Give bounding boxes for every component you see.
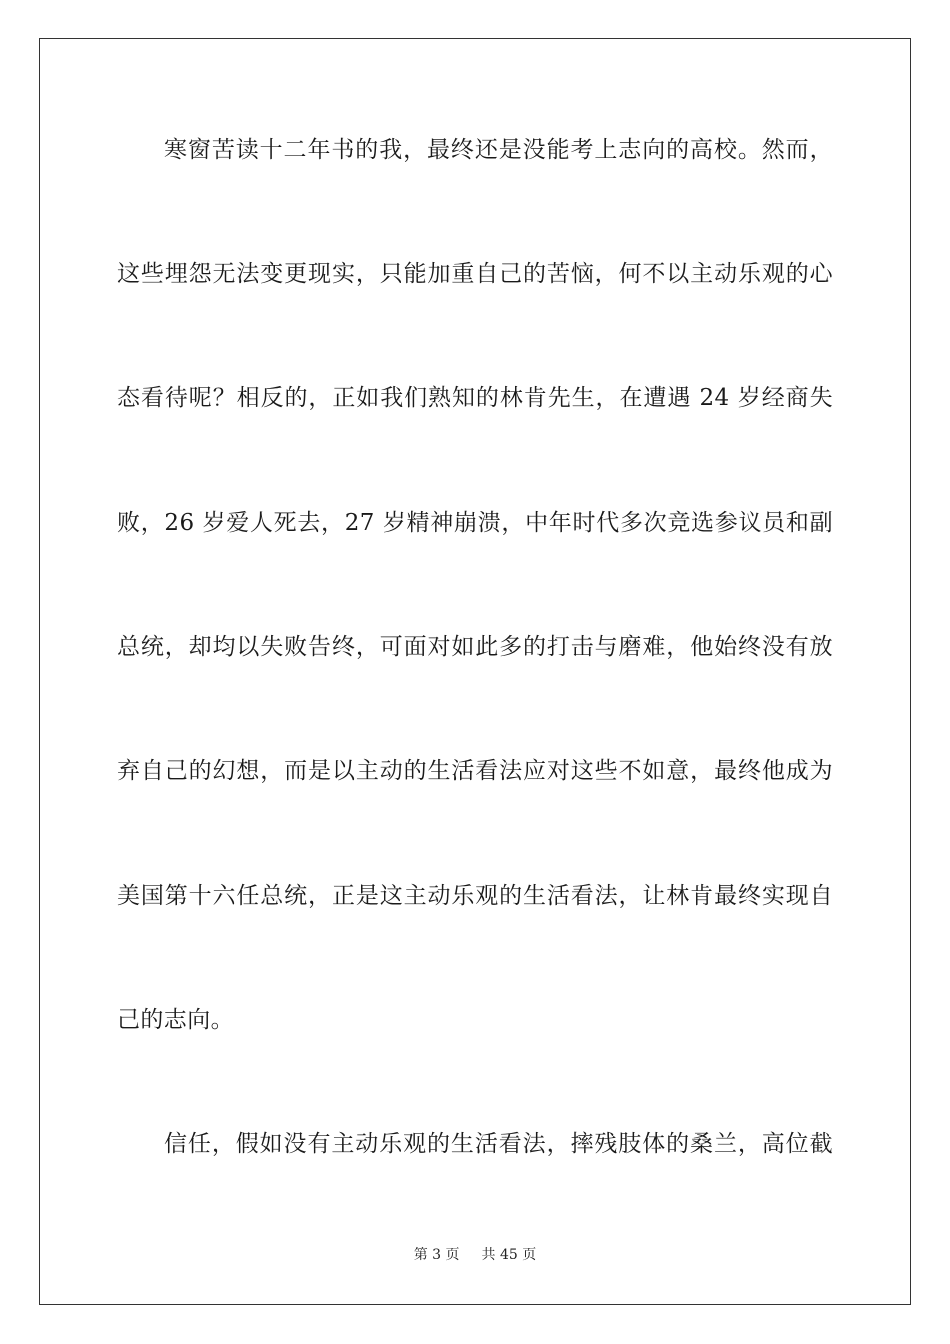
total-pages: 共 45 页: [481, 1247, 537, 1263]
paragraph-line: 寒窗苦读十二年书的我，最终还是没能考上志向的高校。然而，: [164, 137, 833, 163]
page-number: 第 3 页: [413, 1247, 460, 1263]
paragraph-line: 信任，假如没有主动乐观的生活看法，摔残肢体的桑兰，高位截: [164, 1131, 833, 1157]
paragraph-line: 败，26 岁爱人死去，27 岁精神崩溃，中年时代多次竞选参议员和副: [117, 510, 833, 536]
paragraph-line: 弃自己的幻想，而是以主动的生活看法应对这些不如意，最终他成为: [117, 758, 833, 784]
paragraph-line: 这些埋怨无法变更现实，只能加重自己的苦恼，何不以主动乐观的心: [117, 261, 833, 287]
paragraph-line: 态看待呢？相反的，正如我们熟知的林肯先生，在遭遇 24 岁经商失: [117, 385, 833, 411]
page-footer: [0, 1245, 950, 1265]
paragraph-line: 己的志向。: [117, 1007, 234, 1033]
page-border: [39, 38, 911, 1305]
paragraph-line: 美国第十六任总统，正是这主动乐观的生活看法，让林肯最终实现自: [117, 883, 833, 909]
paragraph-line: 总统，却均以失败告终，可面对如此多的打击与磨难，他始终没有放: [117, 634, 833, 660]
